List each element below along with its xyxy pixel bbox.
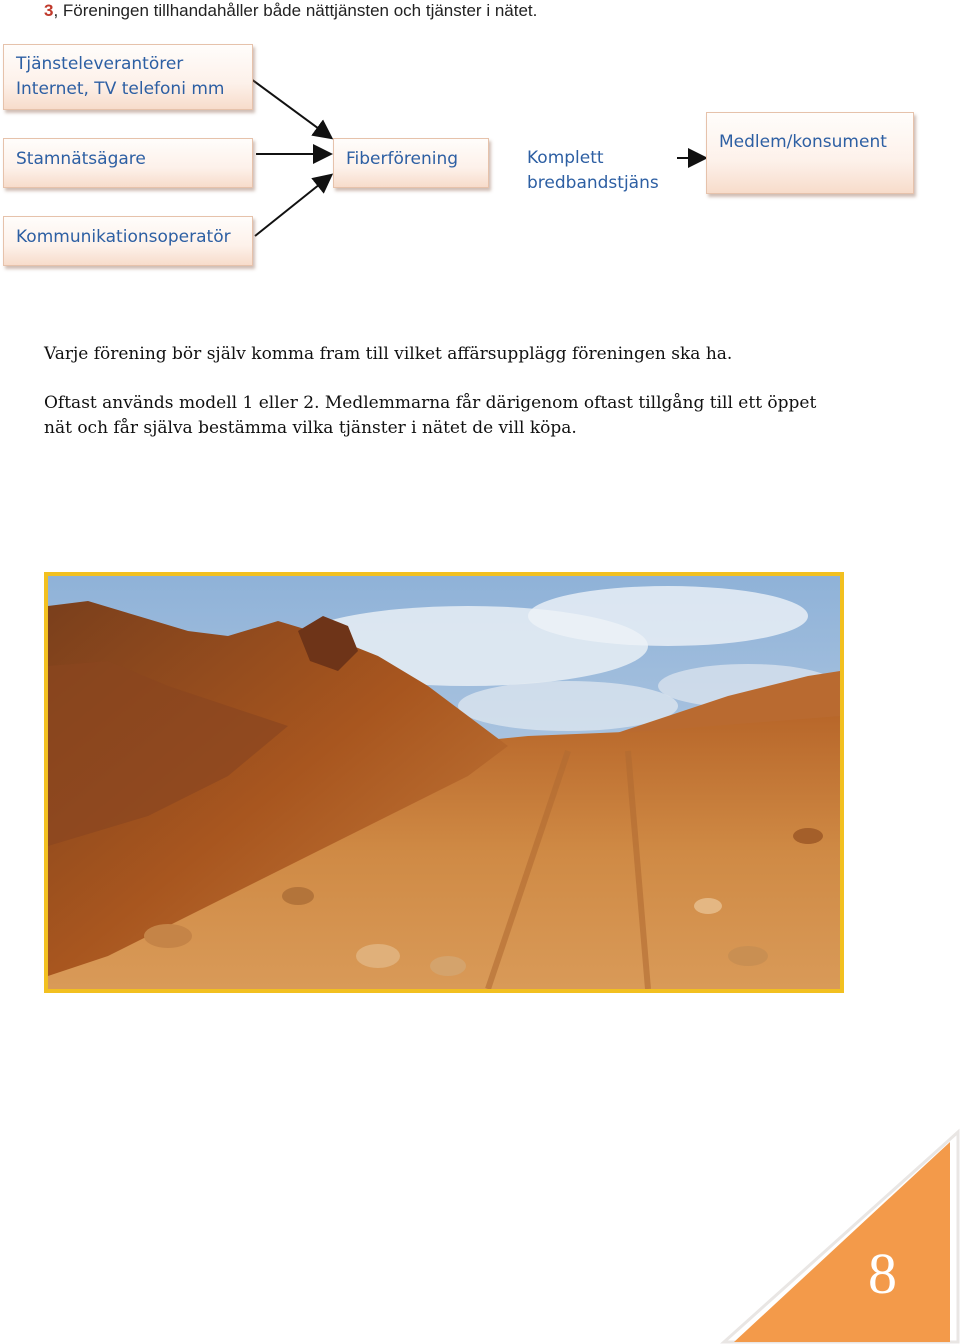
providers-box	[3, 44, 253, 110]
providers-line-1: Tjänsteleverantörer	[16, 54, 184, 74]
paragraph-2-line-1: Oftast används modell 1 eller 2. Medlemmarna får därigenom oftast tillgång till ett öppet	[44, 393, 817, 413]
dirt-road-image	[48, 576, 840, 989]
providers-line-2: Internet, TV telefoni mm	[16, 79, 225, 99]
paragraph-2-line-2: nät och får själva bestämma vilka tjänster i nätet de vill köpa.	[44, 418, 577, 438]
owner-box	[3, 138, 253, 188]
page-corner-decoration	[710, 1128, 960, 1344]
operator-label: Kommunikationsoperatör	[16, 227, 231, 247]
member-box	[706, 112, 914, 194]
arrow-providers-to-association	[247, 76, 330, 137]
landscape-photo	[44, 572, 844, 993]
association-label: Fiberförening	[346, 149, 459, 169]
association-box	[333, 138, 489, 188]
arrow-operator-to-association	[255, 176, 330, 236]
service-line-2: bredbandstjäns	[527, 173, 659, 193]
paragraph-1: Varje förening bör själv komma fram till vilket affärsupplägg föreningen ska ha.	[44, 344, 733, 364]
section-number: 3	[44, 1, 54, 20]
page-number: 8	[868, 1241, 897, 1306]
member-label: Medlem/konsument	[719, 132, 887, 152]
section-heading-text: , Föreningen tillhandahåller både nättjänsten och tjänster i nätet.	[53, 1, 538, 20]
service-label	[527, 146, 659, 196]
operator-box	[3, 216, 253, 266]
service-line-1: Komplett	[527, 148, 604, 168]
owner-label: Stamnätsägare	[16, 149, 146, 169]
